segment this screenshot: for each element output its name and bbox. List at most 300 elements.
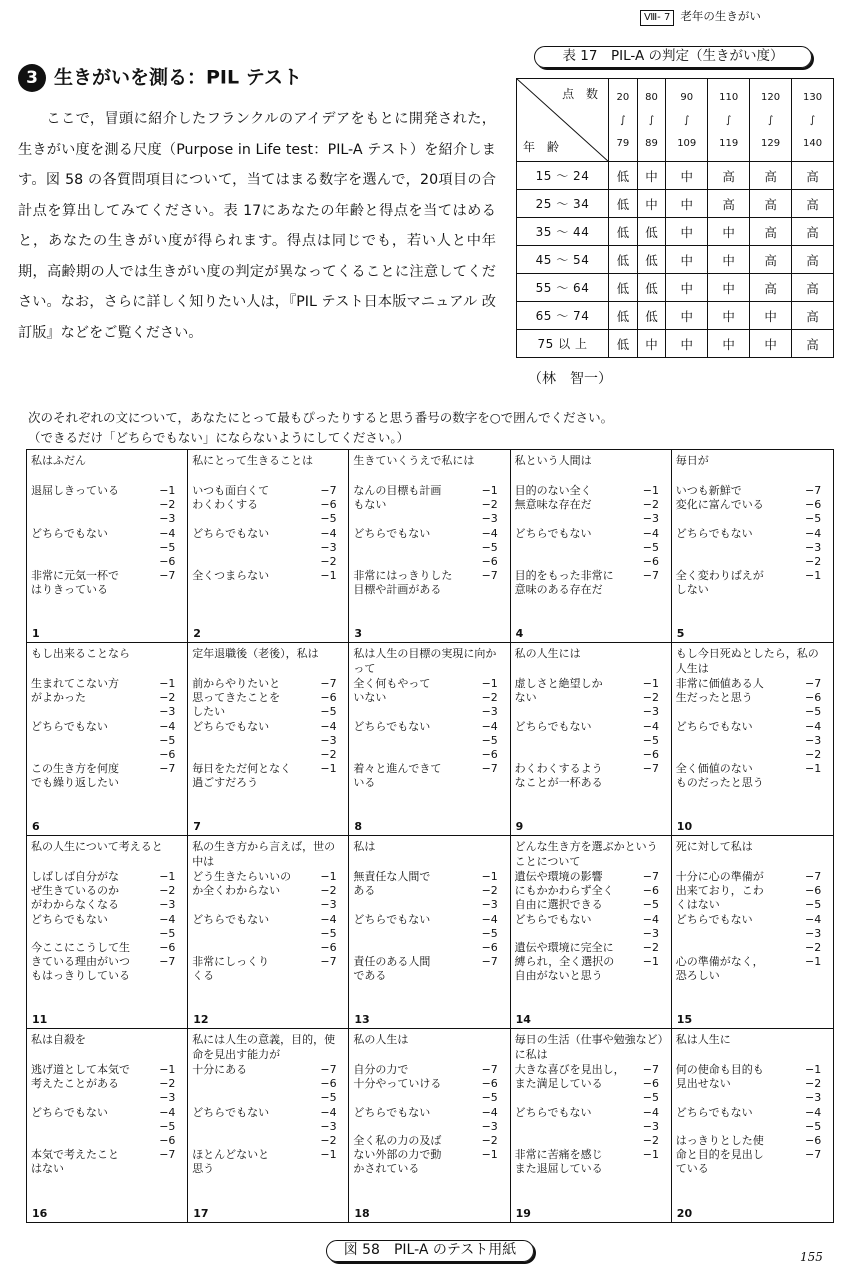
option-score[interactable]: −7 −6 [481,1063,498,1091]
option-score[interactable]: −5 [481,540,498,554]
judgment-cell: 低 [609,162,638,190]
option-score[interactable]: −6 [481,555,498,569]
answer-option[interactable] [192,898,344,912]
option-score[interactable]: −7 [481,569,498,583]
option-score[interactable]: −2 [320,748,337,762]
option-score[interactable]: −1 −2 [320,870,337,898]
option-label: 目的をもった非常に 意味のある存在だ [514,569,614,597]
answer-option[interactable] [192,955,344,983]
question-prompt: 私の人生には [514,647,581,660]
option-score[interactable]: −5 [804,512,822,526]
option-score[interactable]: −3 [481,898,498,912]
question-cell [511,836,672,1029]
answer-option[interactable] [353,927,505,941]
question-cell [188,643,349,836]
answer-option[interactable] [353,705,505,719]
answer-option[interactable] [676,913,829,927]
answer-option[interactable] [192,1134,344,1148]
score-range-header [708,79,750,162]
answer-option[interactable] [676,705,829,719]
option-score[interactable]: −2 [642,1134,660,1148]
option-score[interactable]: −7 [320,955,337,969]
option-score[interactable]: −1 [642,1148,660,1162]
judgment-cell: 中 [637,190,666,218]
option-score[interactable]: −4 [320,526,337,540]
answer-option[interactable] [515,541,667,555]
option-label [676,555,805,569]
option-score[interactable]: −1 −2 [804,1063,822,1091]
answer-option[interactable] [192,569,344,583]
option-score[interactable]: −3 [642,926,660,940]
option-score[interactable]: −1 [804,762,822,776]
option-score[interactable]: −7 −6 [804,677,822,705]
option-label: はっきりとした使 命と目的を見出し ている [675,1134,764,1176]
answer-option[interactable] [353,1134,505,1177]
answer-option[interactable] [353,748,505,762]
option-score[interactable]: −5 [159,733,176,747]
judgment-cell: 中 [666,302,708,330]
option-score[interactable]: −6 [320,941,337,955]
option-score[interactable]: −2 [320,555,337,569]
answer-option[interactable] [31,927,183,941]
answer-option[interactable] [515,1106,667,1120]
answer-option[interactable] [353,1091,505,1105]
question-cell [349,450,510,643]
age-range-cell: 75 以 上 [517,330,609,358]
option-score[interactable]: −7 [642,569,660,583]
score-range-header [637,79,666,162]
answer-option[interactable] [192,927,344,941]
judgment-cell: 高 [708,162,750,190]
option-score[interactable]: −5 [642,1091,660,1105]
answer-option[interactable] [192,748,344,762]
answer-option[interactable] [192,870,344,898]
option-label: どちらでもない [353,719,431,733]
option-score[interactable]: −1 −2 [159,1063,176,1091]
option-score[interactable]: −3 [642,705,660,719]
answer-option[interactable] [31,677,183,705]
option-label: どう生きたらいいの か全くわからない [192,870,292,898]
option-score[interactable]: −7 [159,569,176,583]
answer-option[interactable] [31,484,183,498]
judgment-cell: 低 [609,330,638,358]
answer-option[interactable] [192,1091,344,1105]
answer-option[interactable] [31,941,183,984]
answer-option[interactable] [192,734,344,748]
answer-option[interactable] [353,555,505,569]
option-score[interactable]: −3 [320,898,337,912]
answer-option[interactable] [353,913,505,927]
answer-option[interactable] [31,705,183,719]
answer-option[interactable] [31,498,183,512]
option-score[interactable]: −4 [642,526,660,540]
answer-option[interactable] [353,569,505,597]
answer-option[interactable] [676,1106,829,1120]
option-score[interactable]: −6 [159,748,176,762]
option-score[interactable]: −2 [804,748,822,762]
answer-option[interactable] [353,720,505,734]
option-score[interactable]: −6 [642,748,660,762]
option-score[interactable]: −4 [642,1105,660,1119]
answer-option[interactable] [676,527,829,541]
answer-option[interactable] [515,927,667,941]
question-prompt: 私はふだん [31,454,86,467]
score-range-to: 140 [802,137,823,149]
option-label [192,555,320,569]
answer-option[interactable] [676,1063,829,1091]
table-row [517,162,834,190]
answer-option[interactable] [676,1091,829,1105]
option-score[interactable]: −3 [159,1091,176,1105]
question-number: 12 [193,1013,209,1026]
answer-option[interactable] [676,555,829,569]
table-row [517,274,834,302]
answer-option[interactable] [676,720,829,734]
score-range-from: 130 [802,91,823,103]
answer-option[interactable] [676,1134,829,1177]
answer-option[interactable] [353,898,505,912]
answer-option[interactable] [676,512,829,526]
judgment-cell: 低 [637,302,666,330]
score-range-from: 80 [645,91,658,103]
answer-option[interactable] [31,720,183,734]
answer-option[interactable] [192,484,344,512]
answer-option[interactable] [515,555,667,569]
option-score[interactable]: −4 [804,1105,822,1119]
option-score[interactable]: −4 [159,1105,176,1119]
option-score[interactable]: −3 [804,926,822,940]
question-number: 2 [193,627,201,640]
option-score[interactable]: −7 −6 [642,1063,660,1091]
option-score[interactable]: −4 [481,719,498,733]
option-score[interactable]: −1 −2 [481,870,498,898]
option-score[interactable]: −5 [804,705,822,719]
answer-option[interactable] [515,720,667,734]
option-label: 今ここにこうして生 きている理由がいつ もはっきりしている [31,941,130,983]
option-score[interactable]: −3 [481,705,498,719]
answer-option[interactable] [192,941,344,955]
option-score[interactable]: −6 [481,748,498,762]
answer-option[interactable] [515,1148,667,1176]
option-label [192,927,320,941]
option-score[interactable]: −5 [642,733,660,747]
option-score[interactable]: −3 [159,512,176,526]
option-label: 非常に元気一杯で はりきっている [31,569,119,597]
question-prompt: 生きていくうえで私には [353,454,475,467]
option-score[interactable]: −3 [481,512,498,526]
answer-option[interactable] [31,555,183,569]
option-label [192,1134,320,1148]
answer-option[interactable] [353,677,505,705]
instruction-line-1: 次のそれぞれの文について，あなたにとって最もぴったりすると思う番号の数字を○で囲んでください。 [28,410,614,425]
answer-option[interactable] [353,955,505,983]
question-prompt: 私には人生の意義，目的，使命を見出す能力が [192,1033,336,1061]
option-score[interactable]: −7 [481,762,498,776]
option-label: なんの目標も計画 もない [353,484,442,512]
option-score[interactable]: −7 −6 −5 [642,870,660,912]
option-score[interactable]: −5 [481,1091,498,1105]
option-score[interactable]: −7 −6 −5 [804,870,822,912]
answer-option[interactable] [31,1063,183,1091]
score-range-header [750,79,792,162]
option-score[interactable]: −5 [481,926,498,940]
judgment-cell: 中 [666,162,708,190]
question-number: 11 [32,1013,48,1026]
answer-option[interactable] [192,1148,344,1176]
answer-option[interactable] [31,1106,183,1120]
option-score[interactable]: −4 [481,912,498,926]
judgment-cell: 高 [792,302,834,330]
option-score[interactable]: −4 [481,1105,498,1119]
answer-option[interactable] [676,1120,829,1134]
question-number: 20 [676,1207,693,1220]
answer-option[interactable] [192,555,344,569]
answer-option[interactable] [192,720,344,734]
answer-option[interactable] [192,512,344,526]
option-score[interactable]: −4 [642,912,660,926]
option-score[interactable]: −5 [804,1119,822,1133]
option-score[interactable]: −2 −1 [481,1134,498,1162]
option-score[interactable]: −7 −6 [320,484,337,512]
question-number: 3 [354,627,363,640]
option-score[interactable]: −4 [320,719,337,733]
answer-option[interactable] [31,541,183,555]
question-cell [511,1029,672,1222]
option-score[interactable]: −5 [159,540,176,554]
answer-option[interactable] [192,1063,344,1077]
answer-option[interactable] [515,569,667,597]
option-score[interactable]: −6 [481,941,498,955]
answer-option[interactable] [353,512,505,526]
answer-option[interactable] [31,748,183,762]
answer-option[interactable] [676,762,829,790]
answer-option[interactable] [353,541,505,555]
option-score[interactable]: −4 [159,526,176,540]
option-score[interactable]: −3 [159,705,176,719]
answer-option[interactable] [353,527,505,541]
chapter-box: Ⅷ- 7 [640,10,674,26]
option-score[interactable]: −3 [481,1119,498,1133]
question-number: 18 [354,1207,370,1220]
answer-option[interactable] [515,527,667,541]
answer-option[interactable] [676,927,829,941]
option-score[interactable]: −3 [320,733,337,747]
option-score[interactable]: −7 [320,1063,337,1076]
option-score[interactable]: −5 [159,926,176,940]
option-score[interactable]: −6 [159,1134,176,1148]
option-score[interactable]: −1 −2 −3 [159,870,176,912]
answer-option[interactable] [676,569,829,597]
option-score[interactable]: −6 [642,555,660,569]
answer-option[interactable] [353,1106,505,1120]
option-label: 前からやりたいと 思ってきたことを したい [192,677,281,719]
option-score[interactable]: −2 [804,555,822,569]
option-score[interactable]: −7 [159,1148,176,1162]
answer-option[interactable] [676,541,829,555]
answer-option[interactable] [31,762,183,790]
answer-option[interactable] [31,512,183,526]
option-score[interactable]: −6 −7 [804,1134,822,1162]
option-score[interactable]: −3 [804,1091,822,1105]
answer-option[interactable] [353,734,505,748]
option-score[interactable]: −2 −1 [642,941,660,969]
option-score[interactable]: −3 [320,1119,337,1133]
option-score[interactable]: −1 −2 [642,677,660,705]
answer-option[interactable] [676,484,829,512]
option-score[interactable]: −1 [320,569,337,583]
answer-option[interactable] [515,1120,667,1134]
option-score[interactable]: −3 [804,540,822,554]
answer-option[interactable] [676,955,829,983]
option-score[interactable]: −4 [642,719,660,733]
option-label: 十分に心の準備が 出来ており，こわ くはない [675,870,764,912]
option-score[interactable]: −3 [320,540,337,554]
option-score[interactable]: −5 [320,1091,337,1105]
answer-option[interactable] [515,941,667,984]
answer-option[interactable] [515,748,667,762]
answer-option[interactable] [353,762,505,790]
judgment-cell: 高 [750,162,792,190]
option-score[interactable]: −2 [804,941,822,955]
answer-option[interactable] [31,1134,183,1148]
option-score[interactable]: −2 [320,1134,337,1148]
option-score[interactable]: −1 −2 [159,677,176,705]
option-score[interactable]: −7 [481,955,498,969]
option-score[interactable]: −4 [320,912,337,926]
answer-option[interactable] [515,677,667,705]
option-label: しばしば自分がな ぜ生きているのか がわからなくなる [31,870,119,912]
option-label [676,541,805,555]
option-score[interactable]: −6 [159,555,176,569]
answer-option[interactable] [515,705,667,719]
option-score[interactable]: −1 [804,955,822,969]
answer-option[interactable] [515,512,667,526]
answer-option[interactable] [353,1063,505,1091]
answer-option[interactable] [192,762,344,790]
answer-option[interactable] [353,870,505,898]
option-score[interactable]: −5 [642,540,660,554]
answer-option[interactable] [515,913,667,927]
question-number: 6 [32,820,40,833]
judgment-cell: 低 [609,274,638,302]
answer-option[interactable] [192,677,344,720]
figure-caption: 図 58 PIL-A のテスト用紙 [326,1240,534,1262]
age-range-cell: 15 〜 24 [517,162,609,190]
answer-option[interactable] [515,1091,667,1105]
option-label: どちらでもない [192,719,270,733]
answer-option[interactable] [31,569,183,597]
judgment-cell: 高 [750,218,792,246]
option-score[interactable]: −4 [159,912,176,926]
answer-option[interactable] [676,748,829,762]
option-score[interactable]: −7 −6 [804,484,822,512]
option-label: ほとんどないと 思う [192,1148,270,1176]
option-score[interactable]: −4 [804,912,822,926]
option-score[interactable]: −3 [804,733,822,747]
option-score[interactable]: −4 [481,526,498,540]
option-score[interactable]: −4 [320,1105,337,1119]
option-score[interactable]: −5 [159,1119,176,1133]
answer-option[interactable] [515,1134,667,1148]
answer-option[interactable] [515,484,667,512]
option-score[interactable]: −5 [320,926,337,940]
answer-option[interactable] [676,677,829,705]
answer-option[interactable] [31,1091,183,1105]
option-label: どちらでもない [31,912,108,926]
option-score[interactable]: −1 [320,762,337,776]
option-label: 目的のない全く 無意味な存在だ [514,484,592,512]
score-range-sep: ∫ [809,114,816,126]
answer-option[interactable] [192,541,344,555]
answer-option[interactable] [353,941,505,955]
option-label: 全く変わりばえが しない [675,569,764,597]
answer-option[interactable] [31,1148,183,1176]
judgment-cell: 中 [666,190,708,218]
option-score[interactable]: −6 [320,1077,337,1091]
score-range-header [666,79,708,162]
answer-option[interactable] [192,1077,344,1091]
option-score[interactable]: −1 −2 [642,484,660,512]
judgment-cell: 中 [750,302,792,330]
instruction-line-2: （できるだけ「どちらでもない」にならないようにしてください。） [28,430,410,445]
answer-option[interactable] [676,734,829,748]
option-score[interactable]: −1 [320,1148,337,1162]
option-label [676,734,805,748]
option-score[interactable]: −1 −2 [481,677,498,705]
option-label: 十分にある [192,1063,248,1076]
option-score[interactable]: −7 [159,762,176,776]
option-score[interactable]: −6 −7 [159,941,176,969]
option-score[interactable]: −2 [159,498,176,512]
answer-option[interactable] [515,1063,667,1091]
answer-option[interactable] [676,941,829,955]
option-score[interactable]: −1 −2 [481,484,498,512]
option-score[interactable]: −1 [804,569,822,583]
option-score[interactable]: −5 [320,512,337,526]
option-score[interactable]: −4 [159,719,176,733]
answer-option[interactable] [353,1120,505,1134]
option-score[interactable]: −7 [642,762,660,776]
answer-option[interactable] [31,527,183,541]
answer-option[interactable] [31,870,183,913]
answer-option[interactable] [31,1120,183,1134]
answer-option[interactable] [192,1106,344,1120]
score-range-sep: ∫ [767,114,774,126]
option-score[interactable]: −5 [481,733,498,747]
answer-option[interactable] [192,527,344,541]
answer-option[interactable] [515,762,667,790]
answer-option[interactable] [353,484,505,512]
score-range-to: 109 [677,137,697,149]
option-score[interactable]: −7 −6 −5 [320,677,337,719]
option-score[interactable]: −3 [642,512,660,526]
option-score[interactable]: −4 [804,526,822,540]
answer-option[interactable] [515,734,667,748]
answer-option[interactable] [192,1120,344,1134]
score-range-from: 110 [719,91,739,103]
option-score[interactable]: −4 [804,719,822,733]
judgment-cell: 中 [637,162,666,190]
answer-option[interactable] [31,913,183,927]
answer-option[interactable] [31,734,183,748]
answer-option[interactable] [515,870,667,913]
option-label [515,541,643,555]
option-score[interactable]: −1 [159,484,176,497]
option-label [31,705,159,719]
answer-option[interactable] [676,870,829,913]
answer-option[interactable] [192,913,344,927]
option-score[interactable]: −3 [642,1119,660,1133]
